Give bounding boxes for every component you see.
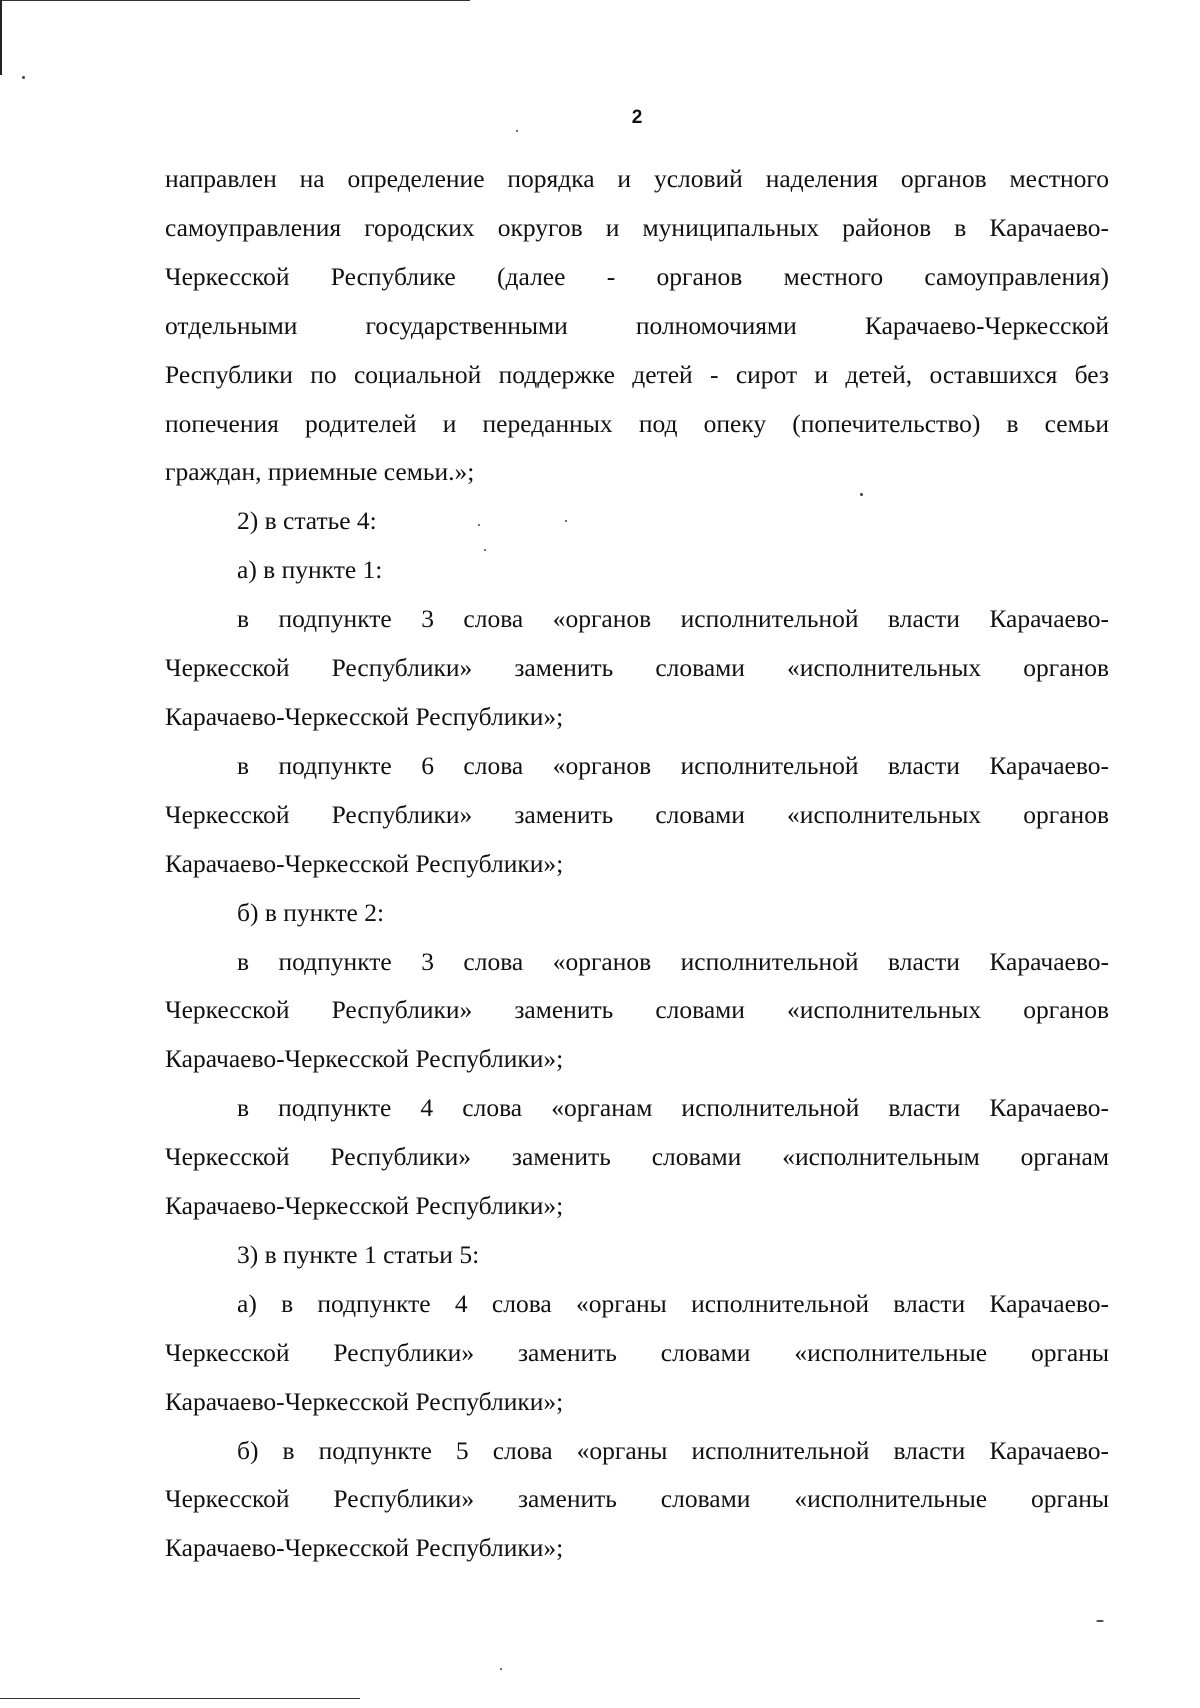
article-item: 3) в пункте 1 статьи 5:: [237, 1239, 480, 1269]
paragraph-line: самоуправления городских округов и муниципальных районов в Карачаево-: [165, 212, 1109, 242]
scan-speck: [1096, 1620, 1104, 1622]
paragraph-line: в подпункте 3 слова «органов исполнительной власти Карачаево-: [237, 604, 1109, 634]
paragraph-line: Карачаево-Черкесской Республики»;: [165, 701, 564, 731]
paragraph-line: Республики по социальной поддержке детей - сирот и детей, оставшихся без: [165, 359, 1109, 389]
scan-speck: [516, 130, 518, 132]
paragraph-line: отдельными государственными полномочиями Карачаево-Черкесской: [165, 310, 1109, 340]
paragraph-line: Черкесской Республике (далее - органов местного самоуправления): [165, 261, 1109, 291]
document-body: [165, 155, 1109, 1573]
clause-item: б) в пункте 2:: [237, 897, 385, 927]
paragraph-line: Черкесской Республики» заменить словами «исполнительных органов: [165, 653, 1109, 683]
scan-border-bottom: [0, 1698, 360, 1699]
article-item: 2) в статье 4:: [237, 506, 377, 536]
scan-border-left: [0, 0, 2, 75]
paragraph-line: Черкесской Республики» заменить словами «исполнительные органы: [165, 1484, 1109, 1514]
scan-border-top: [0, 0, 470, 1]
paragraph-line: в подпункте 4 слова «органам исполнительной власти Карачаево-: [237, 1093, 1109, 1123]
paragraph-line: направлен на определение порядка и условий наделения органов местного: [165, 164, 1109, 193]
paragraph-line: в подпункте 6 слова «органов исполнительной власти Карачаево-: [237, 750, 1109, 780]
paragraph-line: Карачаево-Черкесской Республики»;: [165, 1386, 564, 1416]
paragraph-line: в подпункте 3 слова «органов исполнительной власти Карачаево-: [237, 946, 1109, 976]
paragraph-line: Карачаево-Черкесской Республики»;: [165, 848, 564, 878]
paragraph-line: Черкесской Республики» заменить словами «исполнительные органы: [165, 1337, 1109, 1367]
paragraph-line: б) в подпункте 5 слова «органы исполнительной власти Карачаево-: [237, 1435, 1109, 1465]
page-number: 2: [631, 107, 643, 128]
paragraph-line: Черкесской Республики» заменить словами «исполнительным органам: [165, 1142, 1109, 1172]
paragraph-line: а) в подпункте 4 слова «органы исполнительной власти Карачаево-: [237, 1288, 1109, 1318]
paragraph-line: попечения родителей и переданных под опеку (попечительство) в семьи: [165, 408, 1109, 438]
paragraph-line: граждан, приемные семьи.»;: [165, 457, 475, 487]
paragraph-line: Черкесской Республики» заменить словами «исполнительных органов: [165, 995, 1109, 1025]
scan-speck: [500, 1668, 502, 1670]
paragraph-line: Карачаево-Черкесской Республики»;: [165, 1533, 564, 1563]
scan-speck: [22, 76, 25, 79]
clause-item: а) в пункте 1:: [237, 555, 383, 585]
paragraph-line: Карачаево-Черкесской Республики»;: [165, 1191, 564, 1221]
paragraph-line: Черкесской Республики» заменить словами «исполнительных органов: [165, 799, 1109, 829]
paragraph-line: Карачаево-Черкесской Республики»;: [165, 1044, 564, 1074]
